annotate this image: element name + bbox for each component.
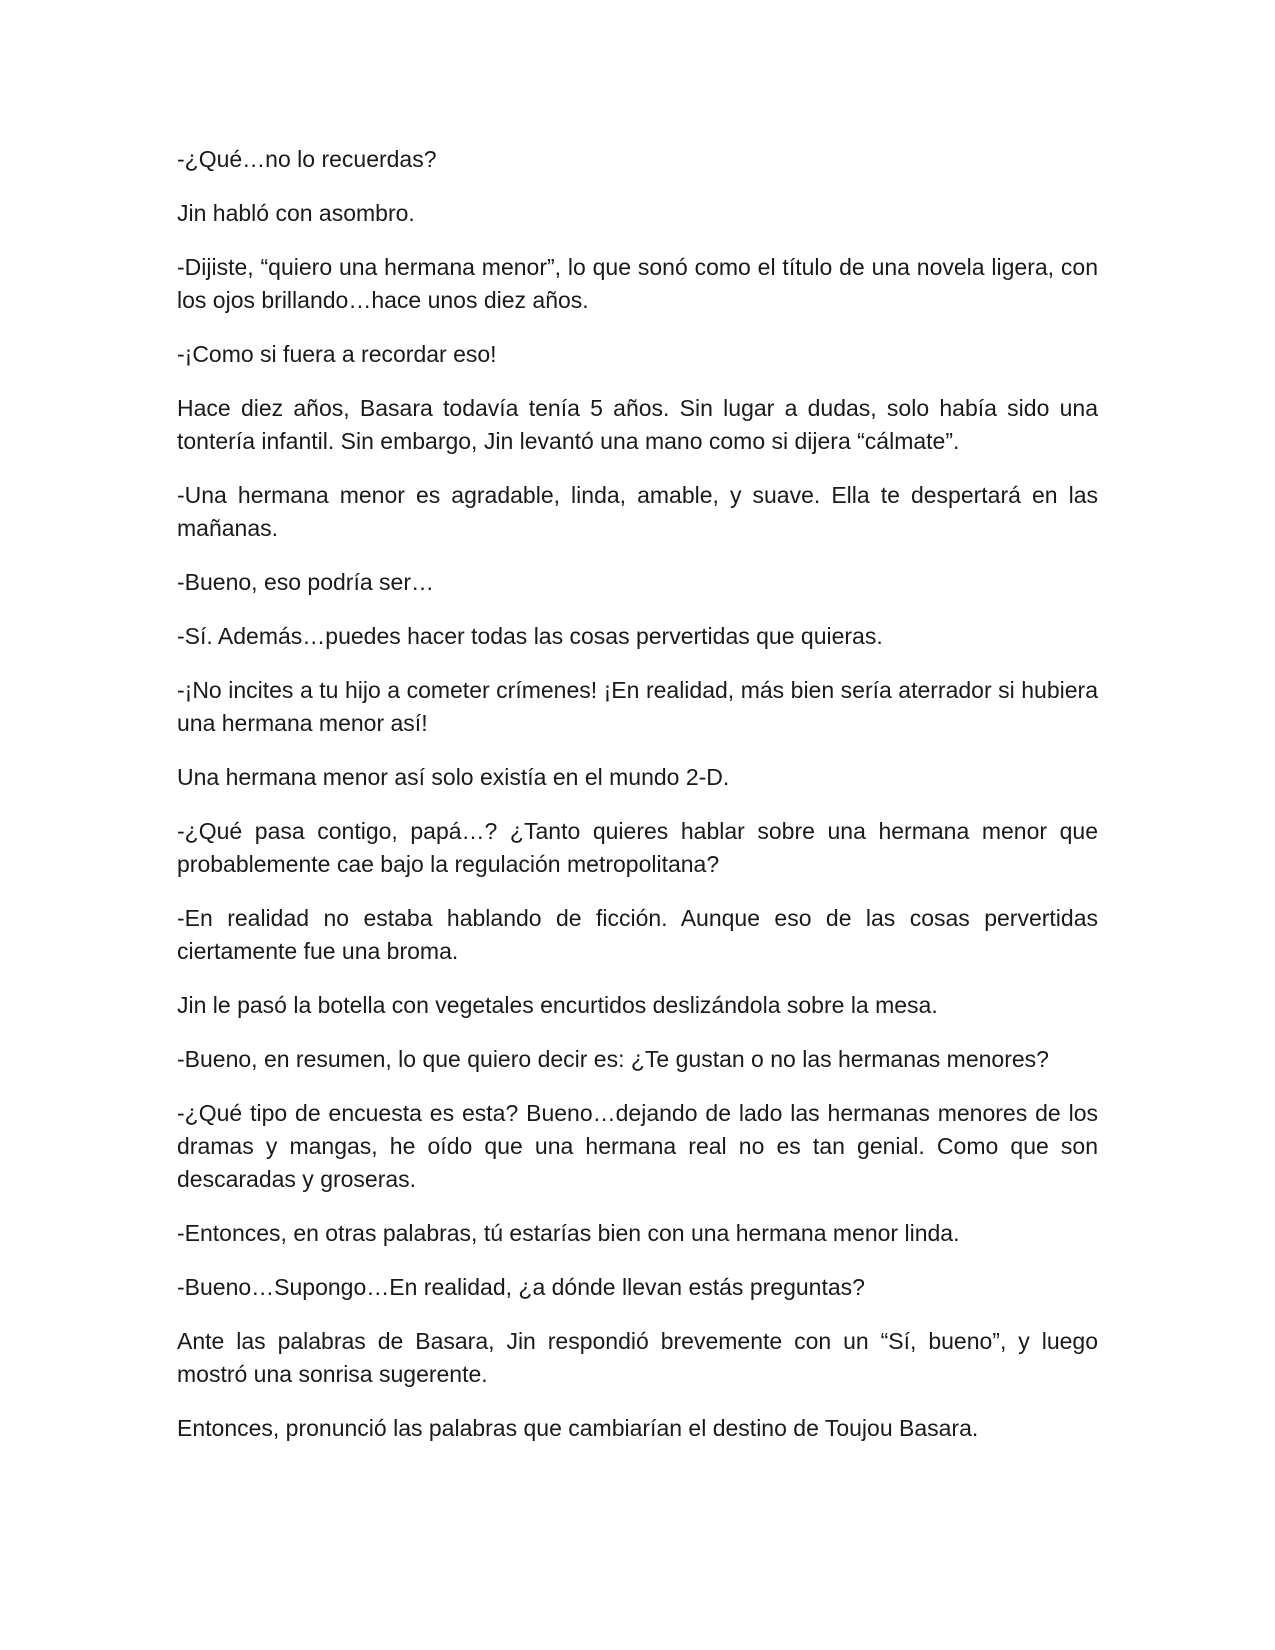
paragraph: -Bueno, eso podría ser… [177, 569, 434, 595]
paragraph: -Entonces, en otras palabras, tú estarías bien con una hermana menor linda. [177, 1220, 960, 1246]
paragraph: Ante las palabras de Basara, Jin respondió brevemente con un “Sí, bueno”, y luego mostró una sonrisa sugerente. [177, 1328, 1098, 1387]
paragraph: Jin habló con asombro. [177, 200, 415, 226]
paragraph: -¿Qué tipo de encuesta es esta? Bueno…dejando de lado las hermanas menores de los dramas y mangas, he oído que una hermana real no es tan genial. Como que son descaradas y groseras. [177, 1100, 1098, 1192]
paragraph: -En realidad no estaba hablando de ficción. Aunque eso de las cosas pervertidas ciertamente fue una broma. [177, 905, 1098, 964]
paragraph: Una hermana menor así solo existía en el mundo 2-D. [177, 764, 730, 790]
paragraph: -Sí. Además…puedes hacer todas las cosas pervertidas que quieras. [177, 623, 883, 649]
paragraph: -Bueno, en resumen, lo que quiero decir es: ¿Te gustan o no las hermanas menores? [177, 1046, 1049, 1072]
paragraph: Hace diez años, Basara todavía tenía 5 años. Sin lugar a dudas, solo había sido una tontería infantil. Sin embargo, Jin levantó una mano como si dijera “cálmate”. [177, 395, 1098, 454]
paragraph: -¡Como si fuera a recordar eso! [177, 341, 497, 367]
paragraph: -¿Qué pasa contigo, papá…? ¿Tanto quieres hablar sobre una hermana menor que probablemente cae bajo la regulación metropolitana? [177, 818, 1098, 877]
paragraph: -Dijiste, “quiero una hermana menor”, lo que sonó como el título de una novela ligera, con los ojos brillando…hace unos diez años. [177, 254, 1098, 313]
paragraph: -¡No incites a tu hijo a cometer crímenes! ¡En realidad, más bien sería aterrador si hubiera una hermana menor así! [177, 677, 1098, 736]
paragraph: -¿Qué…no lo recuerdas? [177, 146, 437, 172]
paragraph: -Bueno…Supongo…En realidad, ¿a dónde llevan estás preguntas? [177, 1274, 865, 1300]
paragraph: -Una hermana menor es agradable, linda, amable, y suave. Ella te despertará en las mañanas. [177, 482, 1098, 541]
paragraph: Entonces, pronunció las palabras que cambiarían el destino de Toujou Basara. [177, 1415, 979, 1441]
paragraph: Jin le pasó la botella con vegetales encurtidos deslizándola sobre la mesa. [177, 992, 938, 1018]
